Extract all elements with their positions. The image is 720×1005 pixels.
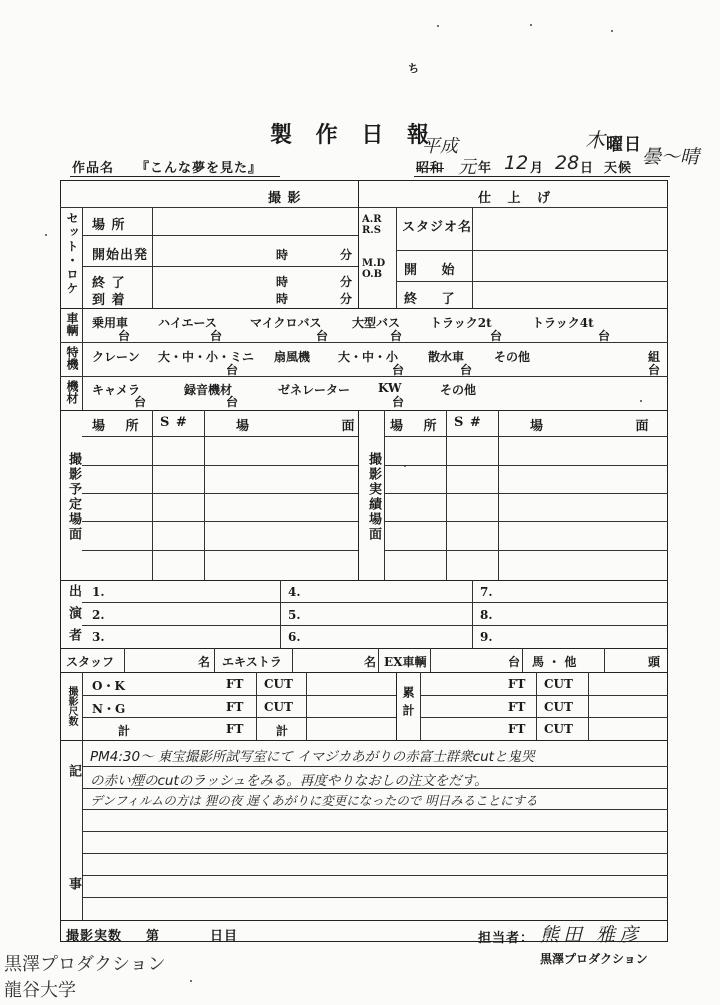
year-value: 元 [458, 157, 476, 178]
day-unit: 日 [580, 161, 595, 176]
actual-scene-header: 場 面 [530, 419, 693, 434]
work-title: 『こんな夢を見た』 [136, 161, 263, 176]
shooting-days-label: 撮影実数 [66, 929, 123, 944]
scan-speck [611, 30, 613, 32]
year-unit: 年 [478, 161, 493, 176]
company-name: 黒澤プロダクション [540, 952, 648, 966]
scan-speck [530, 24, 532, 26]
cast-7: 7. [480, 585, 493, 599]
era-handwritten: 平成 [422, 136, 458, 157]
ok-label: O・K [92, 679, 125, 693]
ex-vehicle-unit: 台 [508, 655, 521, 669]
special-equipment-side-label: 特機 [65, 346, 79, 370]
finish-end-label: 終 了 [404, 292, 465, 307]
vehicles-side-label: 車輌 [65, 312, 79, 336]
cum-ok-cut-unit: CUT [544, 677, 573, 691]
cum-total-cut-unit: CUT [544, 722, 573, 736]
start-departure-label: 開始出発 [92, 248, 149, 263]
horse-unit: 頭 [648, 655, 661, 669]
arrival-minute-unit: 分 [340, 292, 353, 306]
special-set-unit: 組 [648, 350, 661, 364]
start-minute-unit: 分 [340, 248, 353, 262]
arrival-hour-unit: 時 [276, 292, 289, 306]
vehicle-large-bus: 大型バス [352, 316, 401, 330]
planned-scene-no-header: S # [160, 415, 188, 430]
total-ft-unit: FT [226, 722, 244, 736]
extra-label: エキストラ [222, 655, 282, 669]
ex-vehicle-label: EX車輌 [384, 655, 427, 669]
ar-rs-label: A.R R.S [362, 214, 382, 236]
cast-5: 5. [288, 608, 301, 622]
crane-unit: 台 [226, 363, 239, 377]
staff-label: スタッフ [66, 655, 115, 669]
fan-unit: 台 [392, 363, 405, 377]
ng-label: N・G [92, 702, 126, 716]
vehicle-sedan-unit: 台 [118, 329, 131, 343]
watermark-university: 龍谷大学 [4, 980, 76, 1001]
crane-sizes: 大・中・小・ミニ [158, 350, 255, 364]
generator-label: ゼネレーター [278, 383, 351, 397]
special-other-unit: 台 [648, 363, 661, 377]
equipment-other-label: その他 [440, 383, 477, 397]
weekday-handwritten: 木 [585, 128, 605, 152]
film-footage-side-label: 撮影尺数 [66, 686, 77, 726]
total-label: 計 [118, 724, 131, 738]
vehicle-hiace: ハイエース [158, 316, 217, 330]
vehicle-truck-2t-unit: 台 [490, 329, 503, 343]
finish-start-label: 開 始 [404, 263, 465, 278]
vehicle-truck-2t: トラック2t [430, 316, 492, 330]
special-other-label: その他 [494, 350, 531, 364]
cast-2: 2. [92, 608, 105, 622]
place-label: 場 所 [92, 218, 126, 233]
recorder-unit: 台 [226, 395, 239, 409]
weather-value: 曇～晴 [642, 146, 700, 168]
person-in-charge-name: 熊田 雅彦 [540, 924, 643, 946]
day-suffix: 日目 [210, 929, 239, 944]
ng-cut-unit: CUT [264, 700, 293, 714]
fan-label: 扇風機 [274, 350, 311, 364]
camera-unit: 台 [134, 395, 147, 409]
day-prefix: 第 [146, 929, 161, 944]
planned-scenes-side-label: 撮影予定場面 [66, 452, 81, 542]
scan-speck [45, 234, 47, 236]
cast-1: 1. [92, 585, 105, 599]
month-value: 12 [504, 152, 529, 174]
planned-scene-header: 場 面 [236, 419, 399, 434]
work-name-label: 作品名 [72, 161, 115, 176]
notes-line-1: PM4:30～ 東宝撮影所試写室にて イマジカあがりの赤富士群衆cutと鬼哭 [90, 749, 535, 765]
equipment-side-label: 機材 [65, 380, 79, 404]
era-printed: 昭和 [416, 161, 445, 176]
cum-ng-ft-unit: FT [508, 700, 526, 714]
set-location-side-label: セット・ロケ [65, 212, 79, 296]
kw-unit: 台 [392, 395, 405, 409]
person-in-charge-label: 担当者： [478, 931, 535, 946]
cast-8: 8. [480, 608, 493, 622]
extra-unit: 名 [364, 655, 377, 669]
water-truck-label: 散水車 [428, 350, 465, 364]
month-unit: 月 [530, 161, 545, 176]
vehicle-large-bus-unit: 台 [390, 329, 403, 343]
date-underline [414, 176, 670, 177]
weekday-label: 曜日 [606, 135, 642, 155]
camera-label: キャメラ [92, 383, 141, 397]
work-title-underline [70, 176, 280, 177]
ok-cut-unit: CUT [264, 677, 293, 691]
staff-unit: 名 [198, 655, 211, 669]
vehicle-sedan: 乗用車 [92, 316, 129, 330]
cum-ng-cut-unit: CUT [544, 700, 573, 714]
scan-speck [190, 980, 192, 982]
end-minute-unit: 分 [340, 275, 353, 289]
crane-label: クレーン [92, 350, 140, 364]
planned-place-header: 場 所 [92, 419, 147, 434]
cum-ok-ft-unit: FT [508, 677, 526, 691]
recorder-label: 録音機材 [184, 383, 233, 397]
ng-ft-unit: FT [226, 700, 244, 714]
end-hour-unit: 時 [276, 275, 289, 289]
fan-sizes: 大・中・小 [338, 350, 399, 364]
ok-ft-unit: FT [226, 677, 244, 691]
vehicle-truck-4t: トラック4t [532, 316, 594, 330]
cast-3: 3. [92, 630, 105, 644]
shooting-header: 撮 影 [268, 191, 302, 206]
vehicle-microbus: マイクロバス [250, 316, 322, 330]
day-value: 28 [555, 152, 580, 174]
studio-name-label: スタジオ名 [402, 220, 473, 235]
vehicle-microbus-unit: 台 [316, 329, 329, 343]
vehicle-hiace-unit: 台 [210, 329, 223, 343]
cast-side-label: 出演者 [66, 584, 81, 650]
md-ob-label: M.D O.B [362, 258, 386, 280]
page-mark: ち [408, 62, 419, 75]
notes-side-label: 記事 [66, 764, 81, 990]
cast-4: 4. [288, 585, 301, 599]
scan-speck [437, 25, 439, 27]
cum-total-ft-unit: FT [508, 722, 526, 736]
kw-label: KW [378, 381, 402, 395]
document-title: 製 作 日 報 [270, 122, 437, 148]
cast-6: 6. [288, 630, 301, 644]
horse-other-label: 馬 ・ 他 [532, 655, 577, 669]
notes-line-3: デンフィルムの方は 狸の夜 遅くあがりに変更になったので 明日みることにする [90, 793, 538, 808]
actual-scene-no-header: S # [454, 415, 482, 430]
weather-label: 天候 [604, 161, 633, 176]
cumulative-side-label: 累計 [401, 686, 415, 722]
total-cut-label: 計 [276, 724, 289, 738]
cast-9: 9. [480, 630, 493, 644]
end-label: 終 了 [92, 276, 126, 291]
water-truck-unit: 台 [460, 363, 473, 377]
actual-scenes-side-label: 撮影実績場面 [366, 452, 381, 542]
notes-line-2: の赤い煙のcutのラッシュをみる。再度やりなおしの注文をだす。 [90, 773, 488, 789]
arrival-label: 到 着 [92, 293, 126, 308]
start-hour-unit: 時 [276, 248, 289, 262]
vehicle-truck-4t-unit: 台 [598, 329, 611, 343]
watermark-production: 黒澤プロダクション [4, 954, 166, 975]
finish-header: 仕 上 げ [478, 191, 557, 206]
actual-place-header: 場 所 [390, 419, 445, 434]
